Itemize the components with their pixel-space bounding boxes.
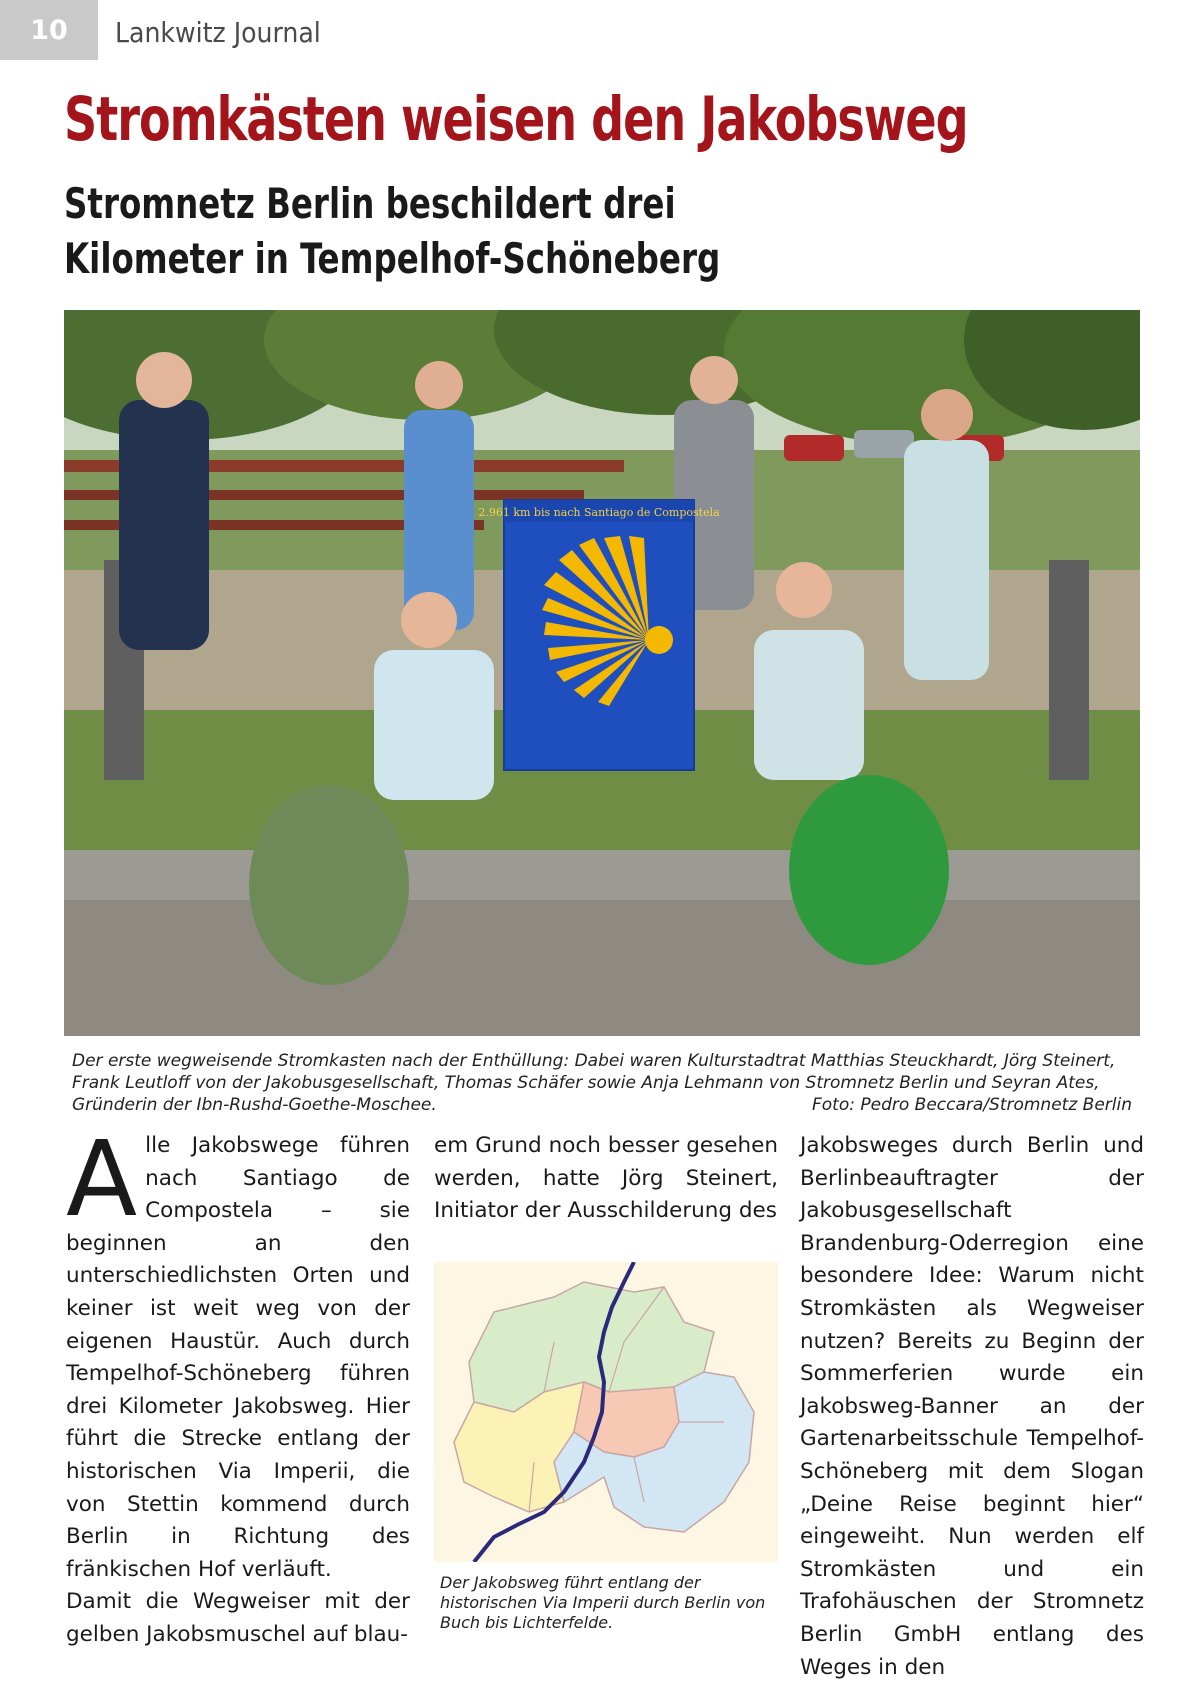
photo-credit: Foto: Pedro Beccara/Stromnetz Berlin bbox=[811, 1095, 1132, 1115]
caption-text: Der erste wegweisende Stromkasten nach der Enthüllung: Dabei waren Kulturstadtrat Matthias Steuckhardt, Jörg Steinert, Frank Leutloff von der Jakobusgesellschaft, Thomas Schäfer sowie Anja Lehmann von Stromnetz Berlin und Seyran Ates, Gründerin der Ibn-Rushd-Goethe-Moschee. bbox=[72, 1051, 1116, 1115]
headline: Stromkästen weisen den Jakobsweg bbox=[64, 84, 968, 155]
route-map bbox=[434, 1262, 778, 1562]
text-column-1 bbox=[66, 1118, 410, 1652]
column-1-paragraph: lle Jakobswege führen nach Santiago de Compostela – sie beginnen an den unterschiedlichsten Orten und keiner ist weit weg von der eigenen Haustür. Auch durch Tempelhof-Schöneberg führen drei Kilometer Jakobsweg. Hier führt die Strecke entlang der historischen Via Imperii, die von Stettin kommend durch Berlin in Richtung des fränkischen Hof verläuft. bbox=[66, 1133, 410, 1582]
subheadline: Stromnetz Berlin beschildert drei Kilometer in Tempelhof-Schöneberg bbox=[64, 179, 721, 283]
sign-text: 2.961 km bis nach Santiago de Compostela bbox=[478, 506, 720, 519]
text-column-3 bbox=[800, 1130, 1144, 1684]
text-column-2 bbox=[434, 1130, 778, 1228]
map-caption: Der Jakobsweg führt entlang der historischen Via Imperii durch Berlin von Buch bis Lichterfelde. bbox=[440, 1573, 766, 1632]
column-1-paragraph-2: Damit die Wegweiser mit der gelben Jakobsmuschel auf blau- bbox=[66, 1589, 410, 1647]
column-2-paragraph: em Grund noch besser gesehen werden, hatte Jörg Steinert, Initiator der Ausschilderung des bbox=[434, 1133, 778, 1224]
column-3-paragraph: Jakobsweges durch Berlin und Berlinbeauftragter der Jakobusgesellschaft Brandenburg-Oderregion eine besondere Idee: Warum nicht Stromkästen als Wegweiser nutzen? Bereits zu Beginn der Sommerferien wurde ein Jakobsweg-Banner an der Gartenarbeitsschule Tempelhof-Schöneberg mit dem Slogan „Deine Reise beginnt hier“ eingeweiht. Nun werden elf Stromkästen und ein Trafohäuschen der Stromnetz Berlin GmbH entlang des Weges in den bbox=[800, 1133, 1144, 1680]
article-photo bbox=[64, 310, 1140, 1036]
page-number: 10 bbox=[0, 0, 98, 60]
drop-cap: A bbox=[66, 1118, 138, 1240]
publication-name: Lankwitz Journal bbox=[115, 16, 321, 49]
photo-caption bbox=[72, 1050, 1132, 1116]
